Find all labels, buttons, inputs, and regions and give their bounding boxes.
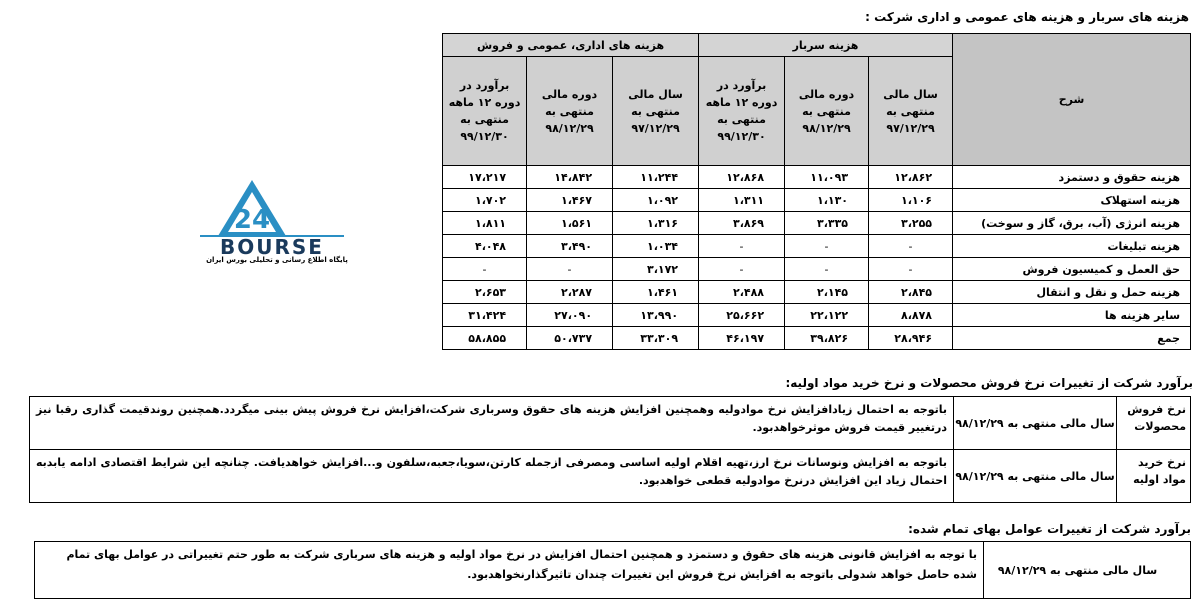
cell-value: ۳۳،۳۰۹ xyxy=(613,327,699,350)
cell-value: ۳،۲۵۵ xyxy=(869,212,953,235)
bourse-logo-mark xyxy=(196,178,348,256)
cell-value: ۱۲،۸۶۲ xyxy=(869,166,953,189)
cell-value: ۴،۰۴۸ xyxy=(443,235,527,258)
cell-value: ۱،۵۶۱ xyxy=(527,212,613,235)
table-row xyxy=(443,258,1191,281)
cell-value: - xyxy=(443,258,527,281)
cell-value: - xyxy=(785,258,869,281)
cost-table xyxy=(442,33,1191,350)
cell-value: - xyxy=(699,258,785,281)
price-section-heading: برآورد شرکت از تغییرات نرخ فروش محصولات و نرخ خرید مواد اولیه: xyxy=(785,376,1193,390)
table-row xyxy=(443,212,1191,235)
cell-value: ۳۱،۴۲۴ xyxy=(443,304,527,327)
cell-value: ۱۱،۰۹۳ xyxy=(785,166,869,189)
overhead-group-header: هزینه سربار xyxy=(699,34,953,57)
table-row xyxy=(35,542,1191,599)
cell-value: ۱،۱۳۰ xyxy=(785,189,869,212)
cell-value: ۲۵،۶۶۲ xyxy=(699,304,785,327)
cell-value: ۲،۱۴۵ xyxy=(785,281,869,304)
cell-value: ۱۲،۸۶۸ xyxy=(699,166,785,189)
cell-value: ۲۷،۰۹۰ xyxy=(527,304,613,327)
table-row xyxy=(443,304,1191,327)
cell-value: - xyxy=(869,258,953,281)
cell-value: ۸،۸۷۸ xyxy=(869,304,953,327)
cell-value: - xyxy=(527,258,613,281)
cell-value: ۲،۴۸۸ xyxy=(699,281,785,304)
table-row xyxy=(443,281,1191,304)
admin-group-header: هزینه های اداری، عمومی و فروش xyxy=(443,34,699,57)
col-header: برآورد در دوره ۱۲ ماهه منتهی به ۹۹/۱۲/۳۰ xyxy=(699,57,785,166)
cell-value: ۱،۸۱۱ xyxy=(443,212,527,235)
bourse-logo xyxy=(196,178,348,264)
table-row xyxy=(30,397,1191,450)
table-row xyxy=(443,235,1191,258)
period-cell: سال مالی منتهی به ۹۸/۱۲/۲۹ xyxy=(954,450,1117,503)
cell-value: ۲۲،۱۲۲ xyxy=(785,304,869,327)
col-header: سال مالی منتهی به ۹۷/۱۲/۲۹ xyxy=(613,57,699,166)
row-label: نرخ خرید مواد اولیه xyxy=(1117,450,1191,503)
cell-value: ۱۷،۲۱۷ xyxy=(443,166,527,189)
cost-section-heading: هزینه های سربار و هزینه های عمومی و اداری شرکت : xyxy=(865,10,1189,24)
cell-value: ۲،۶۵۳ xyxy=(443,281,527,304)
cell-value: ۵۸،۸۵۵ xyxy=(443,327,527,350)
logo-tagline: پایگاه اطلاع رسانی و تحلیلی بورس ایران xyxy=(206,256,348,264)
col-header: دوره مالی منتهی به ۹۸/۱۲/۲۹ xyxy=(785,57,869,166)
cell-value: ۳۹،۸۲۶ xyxy=(785,327,869,350)
price-change-table xyxy=(29,396,1191,503)
cell-value: - xyxy=(785,235,869,258)
row-label: هزینه تبلیغات xyxy=(953,235,1191,258)
cell-value: - xyxy=(869,235,953,258)
period-cell: سال مالی منتهی به ۹۸/۱۲/۲۹ xyxy=(984,542,1191,599)
cell-value: ۱،۳۱۶ xyxy=(613,212,699,235)
cell-value: ۴۶،۱۹۷ xyxy=(699,327,785,350)
row-label: هزینه حمل و نقل و انتقال xyxy=(953,281,1191,304)
factors-section-heading: برآورد شرکت از تغییرات عوامل بهای تمام شده: xyxy=(908,522,1191,536)
cost-factors-table xyxy=(34,541,1191,599)
table-row-total xyxy=(443,327,1191,350)
cell-value: ۳،۱۷۲ xyxy=(613,258,699,281)
cell-value: ۱،۷۰۲ xyxy=(443,189,527,212)
cell-value: ۲۸،۹۴۶ xyxy=(869,327,953,350)
cell-value: ۱،۰۳۴ xyxy=(613,235,699,258)
cell-value: ۱۳،۹۹۰ xyxy=(613,304,699,327)
row-label: سایر هزینه ها xyxy=(953,304,1191,327)
cell-value: ۱۱،۲۴۴ xyxy=(613,166,699,189)
row-label: حق العمل و کمیسیون فروش xyxy=(953,258,1191,281)
description-cell: باتوجه به احتمال زیادافزایش نرخ موادولیه وهمچنین افزایش هزینه های حقوق وسرباری شرکت،افزایش نرخ فروش پیش بینی میگردد.همچنین روندقیمت گذاری رقبا نیز درتغییر قیمت فروش موثرخواهدبود. xyxy=(30,397,954,450)
cell-value: ۱،۴۶۱ xyxy=(613,281,699,304)
row-label: هزینه انرژی (آب، برق، گاز و سوخت) xyxy=(953,212,1191,235)
row-label: هزینه حقوق و دستمزد xyxy=(953,166,1191,189)
table-row xyxy=(30,450,1191,503)
cell-value: - xyxy=(699,235,785,258)
table-row xyxy=(443,189,1191,212)
col-header: دوره مالی منتهی به ۹۸/۱۲/۲۹ xyxy=(527,57,613,166)
col-header: برآورد در دوره ۱۲ ماهه منتهی به ۹۹/۱۲/۳۰ xyxy=(443,57,527,166)
description-cell: با توجه به افزایش قانونی هزینه های حقوق و دستمزد و همچنین احتمال افزایش در نرخ مواد اولیه و هزینه های سرباری شرکت به طور حتم تغییراتی در عوامل بهای تمام شده حاصل خواهد شدولی باتوجه به افزایش نرخ فروش این تغییرات چندان تاثیرگذارنخواهدبود. xyxy=(35,542,984,599)
cell-value: ۳،۴۹۰ xyxy=(527,235,613,258)
period-cell: سال مالی منتهی به ۹۸/۱۲/۲۹ xyxy=(954,397,1117,450)
cell-value: ۳،۳۳۵ xyxy=(785,212,869,235)
cell-value: ۱،۳۱۱ xyxy=(699,189,785,212)
cell-value: ۲،۲۸۷ xyxy=(527,281,613,304)
cell-value: ۵۰،۷۳۷ xyxy=(527,327,613,350)
cell-value: ۱،۰۹۲ xyxy=(613,189,699,212)
svg-text:24: 24 xyxy=(233,205,271,235)
col-header: سال مالی منتهی به ۹۷/۱۲/۲۹ xyxy=(869,57,953,166)
logo-wordmark: BOURSE xyxy=(220,235,324,256)
cell-value: ۳،۸۶۹ xyxy=(699,212,785,235)
cell-value: ۱۴،۸۴۲ xyxy=(527,166,613,189)
row-label: جمع xyxy=(953,327,1191,350)
table-row xyxy=(443,166,1191,189)
description-header: شرح xyxy=(953,34,1191,166)
row-label: نرخ فروش محصولات xyxy=(1117,397,1191,450)
cell-value: ۱،۴۶۷ xyxy=(527,189,613,212)
cell-value: ۲،۸۴۵ xyxy=(869,281,953,304)
row-label: هزینه استهلاک xyxy=(953,189,1191,212)
description-cell: باتوجه به افزایش ونوسانات نرخ ارز،تهیه اقلام اولیه اساسی ومصرفی ازجمله کارتن،سویا،جعبه،سلفون و...افزایش خواهدیافت. چنانچه این شرایط اقتصادی ادامه یابدبه احتمال زیاد این افزایش درنرخ موادولیه قطعی خواهدبود. xyxy=(30,450,954,503)
cell-value: ۱،۱۰۶ xyxy=(869,189,953,212)
